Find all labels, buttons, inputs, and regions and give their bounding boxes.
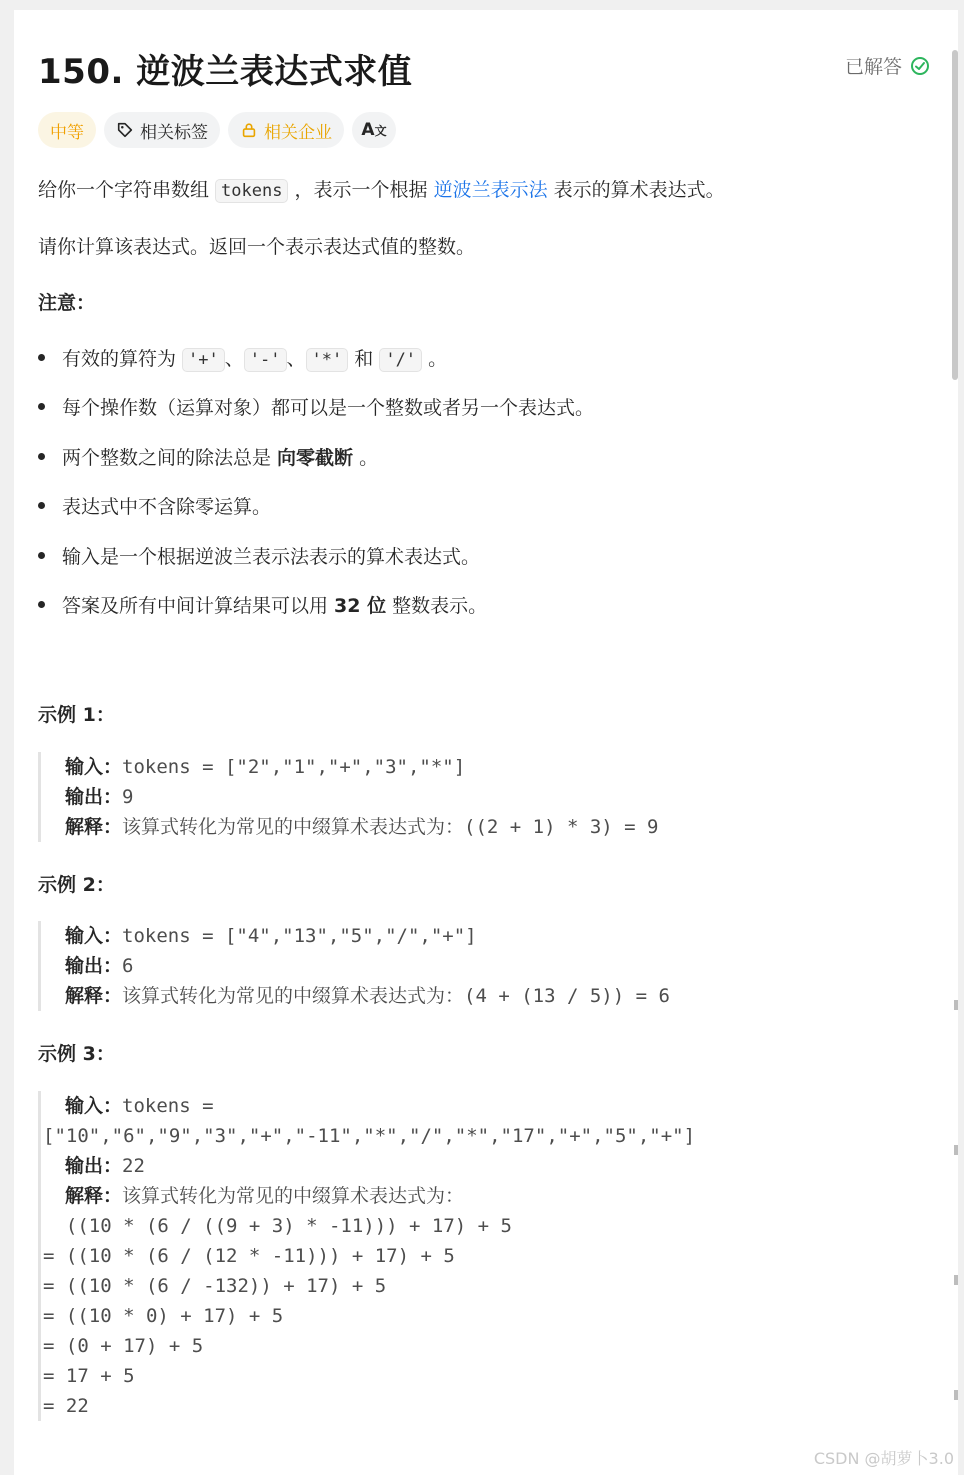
translate-button[interactable] bbox=[352, 112, 396, 148]
explain-text: 该算式转化为常见的中缀算术表达式为： bbox=[122, 816, 465, 838]
inline-code: tokens bbox=[215, 179, 288, 203]
text: 。 bbox=[422, 348, 448, 370]
text: 、 bbox=[286, 348, 306, 370]
scrollbar[interactable] bbox=[952, 50, 958, 380]
example-1-title: 示例 1： bbox=[38, 704, 115, 726]
inline-code: '+' bbox=[182, 348, 225, 372]
input-label: 输入： bbox=[65, 1095, 123, 1117]
list-item bbox=[38, 443, 379, 470]
related-tags-button[interactable] bbox=[104, 112, 220, 148]
explain-text: 该算式转化为常见的中缀算术表达式为： bbox=[122, 1185, 465, 1207]
text: 输入是一个根据逆波兰表示法表示的算术表达式。 bbox=[62, 546, 481, 568]
example-input-continued: ["10","6","9","3","+","-11","*","/","*","17","+","5","+"] bbox=[43, 1125, 696, 1147]
text: 两个整数之间的除法总是 bbox=[62, 447, 278, 469]
explain-label: 解释： bbox=[65, 1185, 123, 1207]
example-3-block bbox=[38, 1091, 695, 1421]
watermark: CSDN @胡萝卜3.0 bbox=[813, 1449, 954, 1468]
example-2-block bbox=[38, 921, 670, 1011]
rpn-link[interactable]: 逆波兰表示法 bbox=[433, 179, 548, 201]
problem-panel bbox=[14, 10, 958, 1475]
solved-status bbox=[845, 52, 930, 79]
explain-step: = ((10 * (6 / (12 * -11))) + 17) + 5 bbox=[43, 1245, 455, 1267]
problem-header bbox=[38, 44, 930, 94]
explain-label: 解释： bbox=[65, 816, 123, 838]
list-item bbox=[38, 344, 448, 372]
check-circle-icon bbox=[910, 56, 930, 76]
list-item bbox=[38, 393, 595, 420]
tag-row bbox=[38, 112, 396, 148]
text: 答案及所有中间计算结果可以用 bbox=[62, 595, 335, 617]
description-paragraph-2: 请你计算该表达式。返回一个表示表达式值的整数。 bbox=[38, 236, 476, 258]
explain-step: = ((10 * 0) + 17) + 5 bbox=[43, 1305, 284, 1327]
difficulty-label: 中等 bbox=[50, 122, 84, 143]
bold-text: 32 位 bbox=[334, 595, 387, 617]
translate-icon-text: A bbox=[361, 120, 375, 140]
example-output: 22 bbox=[122, 1155, 145, 1177]
example-3-title: 示例 3： bbox=[38, 1043, 115, 1065]
related-companies-button[interactable] bbox=[228, 112, 344, 148]
text: 表达式中不含除零运算。 bbox=[62, 496, 272, 518]
scroll-marker bbox=[954, 1390, 958, 1400]
text: 每个操作数（运算对象）都可以是一个整数或者另一个表达式。 bbox=[62, 397, 595, 419]
explain-step: = (0 + 17) + 5 bbox=[43, 1335, 204, 1357]
scroll-marker bbox=[954, 1000, 958, 1010]
description-paragraph-1 bbox=[38, 175, 725, 203]
output-label: 输出： bbox=[65, 786, 123, 808]
scroll-marker bbox=[954, 1275, 958, 1285]
output-label: 输出： bbox=[65, 1155, 123, 1177]
related-companies-label: 相关企业 bbox=[264, 122, 332, 143]
inline-code: '/' bbox=[379, 348, 422, 372]
bold-text: 向零截断 bbox=[277, 447, 354, 469]
explain-step: = ((10 * (6 / -132)) + 17) + 5 bbox=[43, 1275, 387, 1297]
output-label: 输出： bbox=[65, 955, 123, 977]
text: 有效的算符为 bbox=[62, 348, 183, 370]
explain-step: = 22 bbox=[43, 1395, 89, 1417]
related-tags-label: 相关标签 bbox=[140, 122, 208, 143]
inline-code: '*' bbox=[306, 348, 349, 372]
text: ，表示一个根据 bbox=[288, 179, 434, 201]
note-title: 注意： bbox=[38, 292, 96, 314]
page-title: 150. 逆波兰表达式求值 bbox=[38, 52, 413, 92]
example-input: tokens = ["2","1","+","3","*"] bbox=[122, 756, 466, 778]
input-label: 输入： bbox=[65, 756, 123, 778]
text: 和 bbox=[348, 348, 380, 370]
text: 表示的算术表达式。 bbox=[547, 179, 725, 201]
explain-expr: (4 + (13 / 5)) = 6 bbox=[464, 985, 670, 1007]
list-item bbox=[38, 542, 481, 569]
explain-label: 解释： bbox=[65, 985, 123, 1007]
explain-step: = 17 + 5 bbox=[43, 1365, 135, 1387]
explain-expr: ((2 + 1) * 3) = 9 bbox=[464, 816, 659, 838]
list-item bbox=[38, 492, 272, 519]
difficulty-badge bbox=[38, 112, 96, 148]
explain-text: 该算式转化为常见的中缀算术表达式为： bbox=[122, 985, 465, 1007]
text: 、 bbox=[224, 348, 244, 370]
text: 整数表示。 bbox=[386, 595, 488, 617]
tag-icon bbox=[116, 121, 134, 139]
translate-icon: A文 bbox=[361, 120, 387, 140]
input-label: 输入： bbox=[65, 925, 123, 947]
example-output: 9 bbox=[122, 786, 134, 808]
example-input: tokens = ["4","13","5","/","+"] bbox=[122, 925, 477, 947]
text: 。 bbox=[353, 447, 379, 469]
example-2-title: 示例 2： bbox=[38, 874, 115, 896]
inline-code: '-' bbox=[244, 348, 287, 372]
list-item bbox=[38, 591, 488, 618]
example-1-block bbox=[38, 752, 659, 842]
solved-label: 已解答 bbox=[844, 56, 902, 78]
text: 给你一个字符串数组 bbox=[38, 179, 216, 201]
example-input: tokens = bbox=[122, 1095, 214, 1117]
explain-step: ((10 * (6 / ((9 + 3) * -11))) + 17) + 5 bbox=[43, 1215, 512, 1237]
example-output: 6 bbox=[122, 955, 134, 977]
lock-icon bbox=[240, 121, 258, 139]
scroll-marker bbox=[954, 1145, 958, 1155]
